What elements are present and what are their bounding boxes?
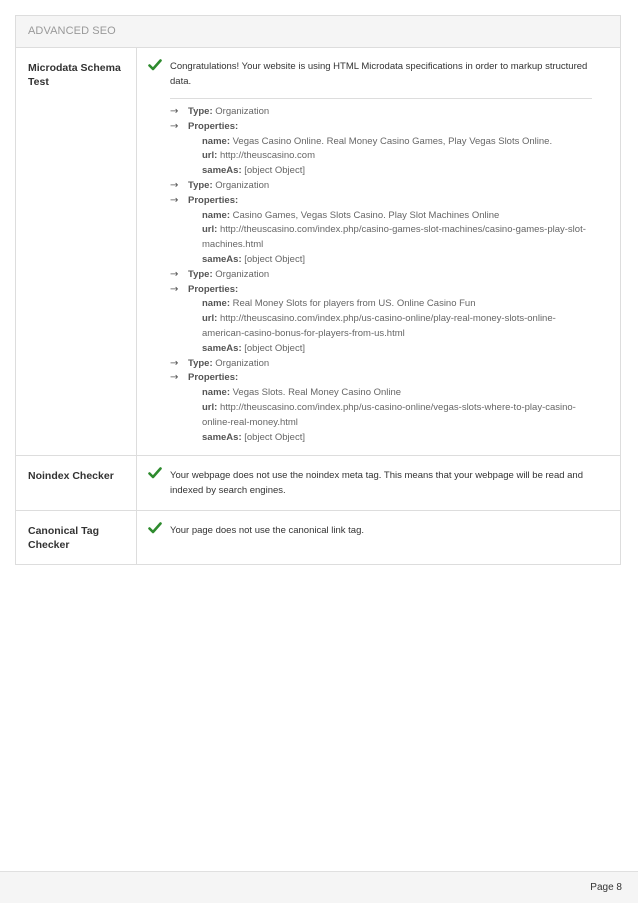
arrow-right-icon: →: [170, 357, 179, 369]
canonical-body: [137, 511, 620, 564]
type-value: Organization: [215, 268, 270, 280]
type-key: Type:: [188, 357, 213, 369]
sameas-value: [object Object]: [244, 253, 305, 265]
url-value: http://theuscasino.com/index.php/casino-games-slot-machines/casino-games-play-slot-machines.html: [202, 224, 586, 251]
properties-key: Properties:: [188, 120, 239, 132]
section-title: ADVANCED SEO: [16, 16, 620, 48]
canonical-label: Canonical Tag Checker: [16, 511, 137, 564]
microdata-properties-line: [170, 120, 592, 135]
divider: [170, 98, 592, 99]
properties-key: Properties:: [188, 194, 239, 206]
url-value: http://theuscasino.com/index.php/us-casino-online/vegas-slots-where-to-play-casino-online-real-money.html: [202, 401, 576, 428]
microdata-row: [16, 48, 620, 456]
noindex-label: Noindex Checker: [16, 456, 137, 510]
type-value: Organization: [215, 357, 270, 369]
microdata-type-line: [170, 105, 592, 120]
type-key: Type:: [188, 106, 213, 117]
check-icon: [148, 58, 162, 72]
url-key: url:: [202, 313, 218, 325]
microdata-type-line: [170, 268, 592, 283]
microdata-name-line: [170, 386, 592, 401]
microdata-sameas-line: [170, 431, 592, 446]
arrow-right-icon: →: [170, 106, 179, 117]
name-key: name:: [202, 209, 230, 221]
microdata-label: Microdata Schema Test: [16, 48, 137, 455]
sameas-key: sameAs:: [202, 431, 242, 443]
type-value: Organization: [215, 179, 270, 191]
type-value: Organization: [215, 106, 270, 117]
arrow-right-icon: →: [170, 179, 179, 191]
arrow-right-icon: →: [170, 194, 179, 206]
url-key: url:: [202, 150, 218, 162]
page-number: Page 8: [590, 882, 622, 893]
microdata-items: [170, 105, 592, 445]
name-value: Vegas Slots. Real Money Casino Online: [232, 387, 402, 399]
microdata-url-line: [170, 223, 592, 253]
microdata-sameas-line: [170, 164, 592, 179]
url-key: url:: [202, 224, 218, 236]
sameas-value: [object Object]: [244, 342, 305, 354]
microdata-url-line: [170, 149, 592, 164]
type-key: Type:: [188, 179, 213, 191]
url-value: http://theuscasino.com: [219, 150, 316, 162]
microdata-properties-line: [170, 194, 592, 209]
sameas-key: sameAs:: [202, 253, 242, 265]
microdata-url-line: [170, 312, 592, 342]
canonical-row: [16, 511, 620, 564]
check-icon: [148, 521, 162, 535]
check-icon: [148, 466, 162, 480]
url-value: http://theuscasino.com/index.php/us-casino-online/play-real-money-slots-online-american-casino-bonus-for-players-from-us.html: [202, 313, 556, 339]
name-value: Casino Games, Vegas Slots Casino. Play Slot Machines Online: [232, 209, 500, 221]
microdata-properties-line: [170, 371, 592, 386]
advanced-seo-section: [15, 15, 621, 565]
microdata-name-line: [170, 297, 592, 312]
microdata-name-line: [170, 135, 592, 150]
microdata-name-line: [170, 209, 592, 224]
microdata-properties-line: [170, 283, 592, 298]
sameas-value: [object Object]: [244, 431, 305, 443]
arrow-right-icon: →: [170, 120, 179, 132]
noindex-body: [137, 456, 620, 510]
canonical-message: Your page does not use the canonical link tag.: [170, 525, 365, 537]
noindex-row: [16, 456, 620, 511]
arrow-right-icon: →: [170, 372, 179, 384]
sameas-key: sameAs:: [202, 342, 242, 354]
url-key: url:: [202, 401, 218, 413]
properties-key: Properties:: [188, 283, 239, 295]
name-key: name:: [202, 298, 230, 310]
microdata-message: Congratulations! Your website is using HTML Microdata specifications in order to markup structured data.: [170, 61, 588, 87]
sameas-key: sameAs:: [202, 165, 242, 177]
page-footer: [0, 871, 638, 903]
sameas-value: [object Object]: [244, 165, 305, 177]
microdata-type-line: [170, 179, 592, 194]
name-value: Real Money Slots for players from US. Online Casino Fun: [232, 298, 476, 310]
arrow-right-icon: →: [170, 283, 179, 295]
microdata-url-line: [170, 401, 592, 431]
microdata-type-line: [170, 357, 592, 372]
arrow-right-icon: →: [170, 268, 179, 280]
microdata-body: [137, 48, 620, 455]
name-value: Vegas Casino Online. Real Money Casino Games, Play Vegas Slots Online.: [232, 135, 553, 147]
noindex-message: Your webpage does not use the noindex meta tag. This means that your webpage will be read and indexed by search engines.: [170, 470, 583, 497]
microdata-sameas-line: [170, 342, 592, 357]
microdata-sameas-line: [170, 253, 592, 268]
name-key: name:: [202, 135, 230, 147]
properties-key: Properties:: [188, 372, 239, 384]
name-key: name:: [202, 387, 230, 399]
type-key: Type:: [188, 268, 213, 280]
